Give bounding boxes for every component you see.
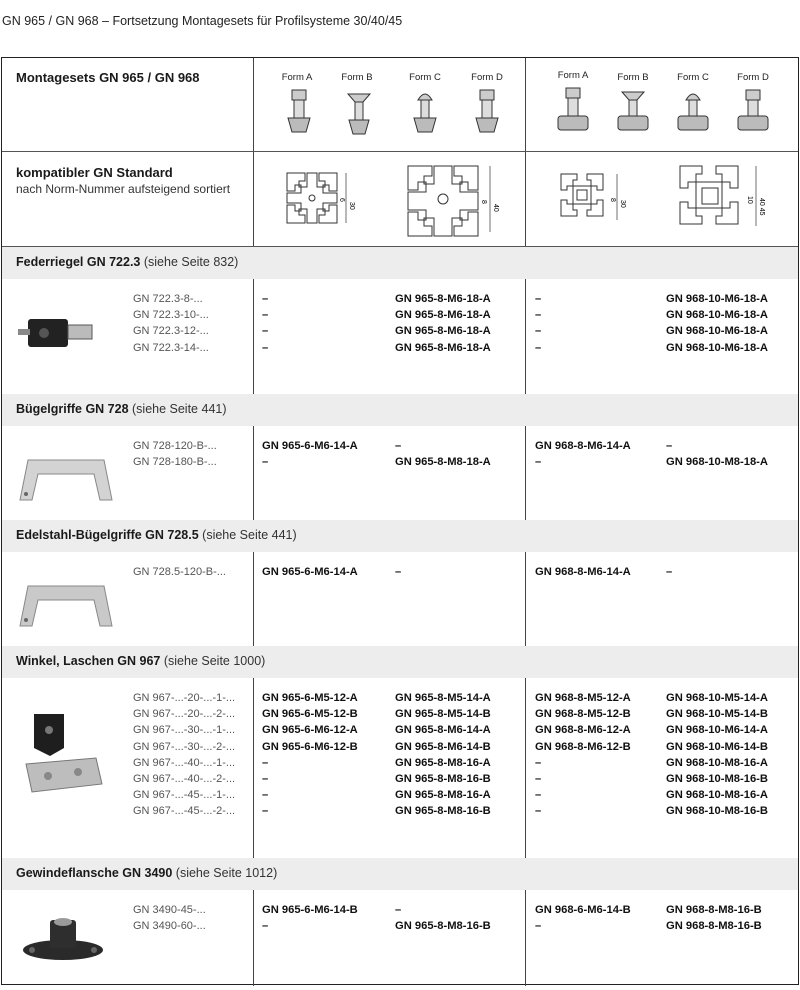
page-reference: (siehe Seite 832) [140,255,239,269]
product-image [16,576,116,641]
profile-45-icon [676,162,786,242]
standard-reference: GN 967-...-45-...-1-... [133,789,236,802]
article-number: – [535,756,542,769]
divider [253,890,254,986]
spring-latch-icon [18,309,108,359]
standard-reference: GN 967-...-40-...-1-... [133,756,236,769]
form-label: Form C [677,72,709,83]
article-number: – [262,325,269,338]
stainless-bow-handle-icon [16,576,116,636]
divider [2,151,798,152]
form-label: Form C [409,72,441,83]
article-column [395,902,491,934]
article-number: – [535,341,542,354]
article-number: GN 968-10-M6-14-A [666,724,768,737]
section-title [16,866,277,880]
screw-form-a-icon [284,88,314,144]
article-number: GN 968-8-M6-12-A [535,724,631,737]
bow-handle-icon [16,450,116,510]
article-column [535,564,631,580]
article-number: – [262,341,269,354]
article-number: – [535,773,542,786]
article-number: GN 965-6-M6-14-A [262,440,358,452]
standard-reference: GN 967-...-20-...-2-... [133,708,236,721]
article-number: GN 965-6-M5-12-B [262,708,358,721]
standard-references [133,690,235,820]
article-number: – [262,309,269,322]
standard-references [133,902,206,934]
article-column [262,291,268,356]
article-number: GN 965-8-M6-14-B [395,740,491,753]
article-number: GN 968-8-M6-14-A [535,566,631,578]
section-title [16,654,265,668]
article-number: GN 968-10-M8-18-A [666,456,768,469]
article-number: GN 968-10-M6-18-A [666,341,768,354]
article-column [395,438,491,470]
standard-reference: GN 728.5-120-B-... [133,566,226,578]
screw-form-a-icon [556,86,590,138]
article-column [395,690,491,820]
divider [525,678,526,858]
standard-reference: GN 967-...-30-...-1-... [133,724,236,737]
article-number: – [395,440,402,452]
article-column [535,291,541,356]
compat-subtitle: nach Norm-Nummer aufsteigend sortiert [16,182,231,196]
article-number: – [262,773,269,786]
form-label: Form D [737,72,769,83]
screw-form-c-icon [410,88,440,144]
article-number: GN 968-10-M8-16-B [666,805,768,818]
section-header [2,394,798,426]
section-title [16,255,238,269]
article-number: – [262,756,269,769]
article-number: GN 968-8-M5-12-B [535,708,631,721]
profile-size-label: 30 [619,200,626,208]
article-number: GN 965-6-M6-14-A [262,566,358,578]
screw-form-c-icon [676,88,710,138]
section-header [2,646,798,678]
article-column [535,438,631,470]
article-number: – [262,805,269,818]
article-number: GN 965-8-M8-16-A [395,756,491,769]
standard-reference: GN 967-...-30-...-2-... [133,740,236,753]
screw-form-d-icon [736,88,770,138]
article-number: – [535,293,542,305]
table-frame [1,57,799,985]
article-number: – [262,920,269,933]
form-label: Form D [471,72,503,83]
article-column [666,438,768,470]
divider [253,58,254,247]
divider [253,678,254,858]
article-number: – [395,904,402,916]
article-number: – [535,309,542,322]
article-column [262,438,358,470]
divider [525,58,526,247]
article-number: – [666,440,673,452]
article-number: GN 965-8-M8-18-A [395,456,491,469]
divider [525,552,526,646]
article-column [666,690,768,820]
section-header [2,247,798,279]
standard-reference: GN 967-...-20-...-1-... [133,692,236,704]
profile-slot-label: 8 [609,198,616,202]
article-number: GN 968-8-M6-12-B [535,740,631,753]
form-label: Form A [281,72,313,83]
header-title: Montagesets GN 965 / GN 968 [16,70,200,85]
compat-title: kompatibler GN Standard [16,165,173,180]
article-column [262,690,358,820]
standard-reference: GN 722.3-8-... [133,293,203,305]
section-name: Winkel, Laschen GN 967 [16,654,161,668]
article-column [262,564,358,580]
article-number: – [535,920,542,933]
article-number: GN 968-10-M8-16-A [666,789,768,802]
form-label: Form B [341,72,373,83]
divider [253,279,254,394]
standard-references [133,291,209,356]
section-title [16,528,297,542]
product-image [18,309,108,364]
article-number: GN 965-8-M6-18-A [395,325,491,338]
angle-bracket-icon [20,708,110,798]
standard-references [133,438,217,470]
section-name: Bügelgriffe GN 728 [16,402,129,416]
standard-reference: GN 967-...-45-...-2-... [133,805,236,818]
article-number: GN 968-10-M6-18-A [666,325,768,338]
profile-30-icon [557,170,637,230]
article-number: GN 965-8-M8-16-B [395,805,491,818]
article-number: GN 968-8-M8-16-B [666,904,762,916]
form-label: Form B [617,72,649,83]
profile-slot-label: 6 [338,198,345,202]
page-title: GN 965 / GN 968 – Fortsetzung Montagesets für Profilsysteme 30/40/45 [2,14,403,28]
article-number: GN 968-10-M6-18-A [666,309,768,322]
article-number: GN 968-10-M6-14-B [666,740,768,753]
article-number: GN 965-8-M6-18-A [395,293,491,305]
screw-form-b-icon [616,90,650,138]
standard-references [133,564,226,580]
article-number: GN 965-6-M6-14-B [262,904,358,916]
article-column [666,902,762,934]
article-number: GN 965-8-M6-18-A [395,309,491,322]
article-number: GN 965-6-M6-12-B [262,740,358,753]
profile-size-label: 30 [348,202,355,210]
article-number: GN 965-8-M5-14-A [395,692,491,704]
standard-reference: GN 728-180-B-... [133,456,217,469]
product-image [16,450,116,515]
article-number: – [535,456,542,469]
article-number: GN 968-8-M6-14-A [535,440,631,452]
standard-reference: GN 722.3-14-... [133,341,209,354]
article-number: GN 968-8-M8-16-B [666,920,762,933]
product-image [20,708,110,803]
article-number: – [262,789,269,802]
article-number: GN 965-8-M8-16-B [395,773,491,786]
standard-reference: GN 722.3-12-... [133,325,209,338]
article-column [535,690,631,820]
divider [525,426,526,520]
section-name: Edelstahl-Bügelgriffe GN 728.5 [16,528,199,542]
article-number: GN 965-8-M6-18-A [395,341,491,354]
article-column [666,564,672,580]
section-name: Federriegel GN 722.3 [16,255,141,269]
article-number: GN 968-10-M8-16-B [666,773,768,786]
section-name: Gewindeflansche GN 3490 [16,866,173,880]
profile-40-icon [404,162,504,238]
product-image [18,908,108,973]
section-header [2,520,798,552]
article-number: GN 968-10-M5-14-A [666,692,768,704]
standard-reference: GN 967-...-40-...-2-... [133,773,236,786]
section-header [2,858,798,890]
page-reference: (siehe Seite 441) [198,528,297,542]
article-number: GN 968-6-M6-14-B [535,904,631,916]
threaded-flange-icon [18,908,108,968]
article-number: – [262,456,269,469]
article-number: GN 968-10-M5-14-B [666,708,768,721]
article-number: – [262,293,269,305]
article-number: GN 968-10-M8-16-A [666,756,768,769]
article-column [395,564,401,580]
profile-size-label: 40 45 [758,198,765,216]
standard-reference: GN 3490-60-... [133,920,206,933]
article-number: – [535,789,542,802]
section-title [16,402,227,416]
page-reference: (siehe Seite 441) [128,402,227,416]
article-number: GN 965-8-M8-16-B [395,920,491,933]
article-number: GN 968-8-M5-12-A [535,692,631,704]
divider [525,890,526,986]
screw-form-b-icon [344,92,374,144]
article-number: – [395,566,402,578]
article-column [666,291,768,356]
profile-size-label: 40 [492,204,499,212]
divider [253,426,254,520]
profile-slot-label: 8 [480,200,487,204]
standard-reference: GN 728-120-B-... [133,440,217,452]
profile-slot-label: 10 [746,196,753,204]
article-number: GN 965-8-M6-14-A [395,724,491,737]
standard-reference: GN 722.3-10-... [133,309,209,322]
article-number: GN 965-6-M5-12-A [262,692,358,704]
standard-reference: GN 3490-45-... [133,904,206,916]
article-column [262,902,358,934]
screw-form-d-icon [472,88,502,144]
article-column [395,291,491,356]
page-reference: (siehe Seite 1000) [160,654,266,668]
form-label: Form A [557,70,589,81]
article-number: – [535,325,542,338]
divider [525,279,526,394]
article-number: – [535,805,542,818]
article-column [535,902,631,934]
page-reference: (siehe Seite 1012) [172,866,278,880]
article-number: – [666,566,673,578]
article-number: GN 965-8-M5-14-B [395,708,491,721]
divider [253,552,254,646]
article-number: GN 965-6-M6-12-A [262,724,358,737]
profile-30-icon [282,168,362,228]
article-number: GN 965-8-M8-16-A [395,789,491,802]
article-number: GN 968-10-M6-18-A [666,293,768,305]
